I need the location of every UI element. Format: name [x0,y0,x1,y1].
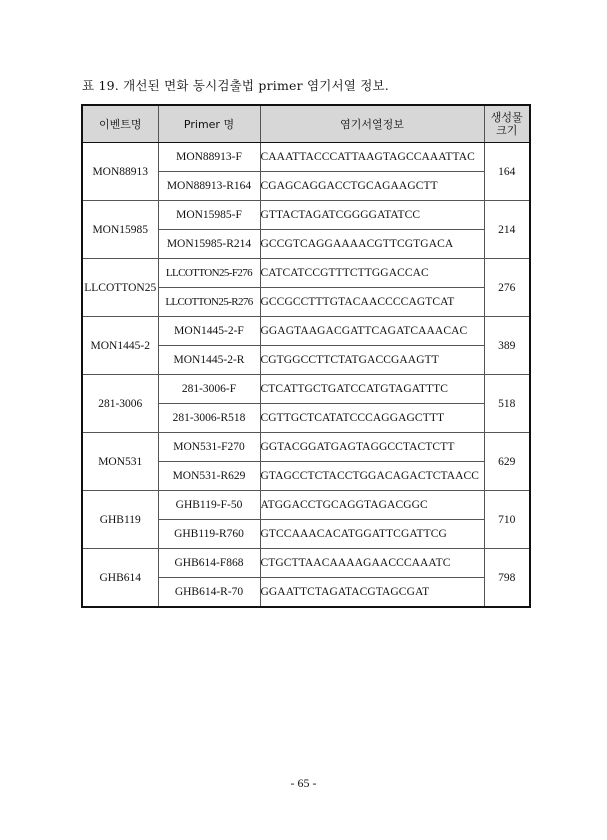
event-name: LLCOTTON25 [82,259,158,317]
table-row [82,491,530,520]
header-size [484,105,530,143]
table-row [82,433,530,462]
primer-sequence: GGAGTAAGACGATTCAGATCAAACAC [260,317,484,346]
event-name: MON531 [82,433,158,491]
primer-sequence: GCCGTCAGGAAAACGTTCGTGACA [260,230,484,259]
primer-sequence: GGTACGGATGAGTAGGCCTACTCTT [260,433,484,462]
primer-name: MON15985-F [158,201,260,230]
primer-name: MON531-R629 [158,462,260,491]
table-row [82,549,530,578]
header-event: 이벤트명 [82,105,158,143]
primer-name: LLCOTTON25-F276 [158,259,260,288]
event-group-mon15985 [82,201,530,259]
primer-name: 281-3006-F [158,375,260,404]
event-group-mon531 [82,433,530,491]
product-size: 710 [484,491,530,549]
header-size-line2: 크기 [496,124,518,137]
event-group-mon88913 [82,143,530,201]
primer-name: MON531-F270 [158,433,260,462]
header-size-line1: 생성물 [490,111,523,124]
event-name: GHB614 [82,549,158,608]
primer-sequence: CGAGCAGGACCTGCAGAAGCTT [260,172,484,201]
product-size: 164 [484,143,530,201]
product-size: 629 [484,433,530,491]
primer-sequence: CTCATTGCTGATCCATGTAGATTTC [260,375,484,404]
primer-sequence: CGTTGCTCATATCCCAGGAGCTTT [260,404,484,433]
product-size: 276 [484,259,530,317]
primer-sequence: GTCCAAACACATGGATTCGATTCG [260,520,484,549]
product-size: 518 [484,375,530,433]
primer-table [81,104,531,608]
event-group-mon1445-2 [82,317,530,375]
event-name: 281-3006 [82,375,158,433]
event-group-ghb119 [82,491,530,549]
page-number: - 65 - [290,776,317,790]
product-size: 214 [484,201,530,259]
event-name: MON1445-2 [82,317,158,375]
primer-name: MON1445-2-R [158,346,260,375]
primer-name: MON88913-R164 [158,172,260,201]
primer-sequence: GCCGCCTTTGTACAACCCCAGTCAT [260,288,484,317]
primer-name: MON88913-F [158,143,260,172]
product-size: 389 [484,317,530,375]
primer-name: GHB614-F868 [158,549,260,578]
primer-sequence: ATGGACCTGCAGGTAGACGGC [260,491,484,520]
primer-name: MON1445-2-F [158,317,260,346]
table-row [82,375,530,404]
primer-name: GHB119-R760 [158,520,260,549]
primer-sequence: CGTGGCCTTCTATGACCGAAGTT [260,346,484,375]
primer-sequence: GGAATTCTAGATACGTAGCGAT [260,578,484,608]
event-group-llcotton25 [82,259,530,317]
primer-name: GHB119-F-50 [158,491,260,520]
table-row [82,143,530,172]
primer-sequence: GTAGCCTCTACCTGGACAGACTCTAACC [260,462,484,491]
primer-name: LLCOTTON25-R276 [158,288,260,317]
header-row [82,105,530,143]
table-row [82,201,530,230]
primer-sequence: CTGCTTAACAAAAGAACCCAAATC [260,549,484,578]
event-group-ghb614 [82,549,530,608]
primer-name: GHB614-R-70 [158,578,260,608]
primer-sequence: CATCATCCGTTTCTTGGACCAC [260,259,484,288]
product-size: 798 [484,549,530,608]
event-name: GHB119 [82,491,158,549]
primer-name: MON15985-R214 [158,230,260,259]
header-sequence: 염기서열정보 [260,105,484,143]
primer-name: 281-3006-R518 [158,404,260,433]
header-primer: Primer 명 [158,105,260,143]
primer-sequence: GTTACTAGATCGGGGATATCC [260,201,484,230]
event-name: MON88913 [82,143,158,201]
event-name: MON15985 [82,201,158,259]
table-row [82,259,530,288]
table-row [82,317,530,346]
table-caption: 표 19. 개선된 면화 동시검출법 primer 염기서열 정보. [82,78,389,93]
primer-sequence: CAAATTACCCATTAAGTAGCCAAATTAC [260,143,484,172]
event-group-281-3006 [82,375,530,433]
